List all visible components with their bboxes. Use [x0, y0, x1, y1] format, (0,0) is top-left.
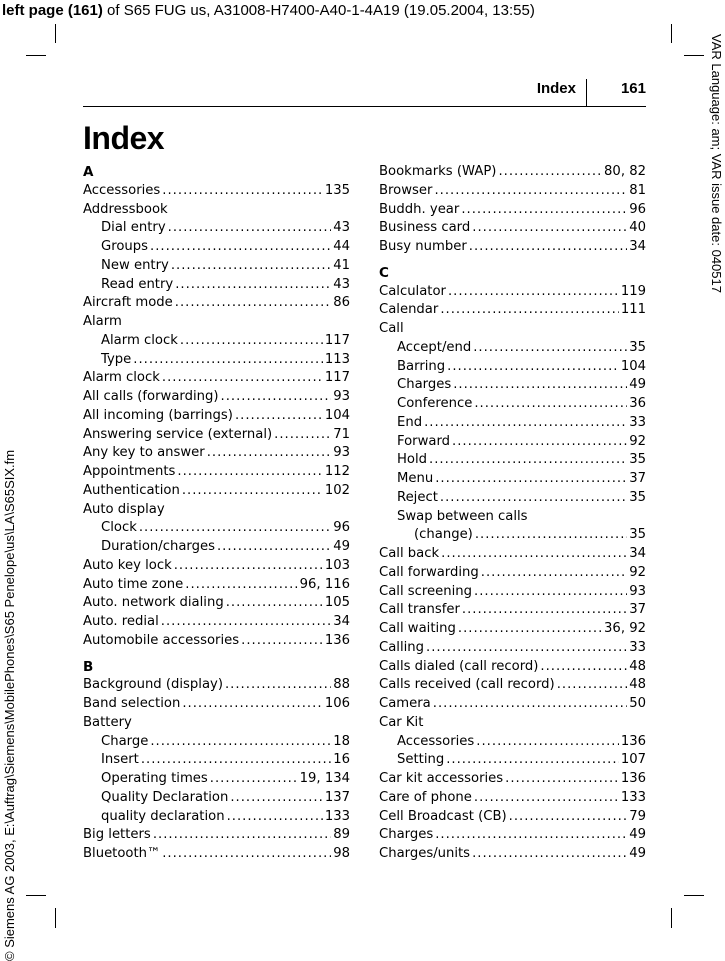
dot-leader	[182, 482, 323, 501]
index-entry	[83, 594, 350, 613]
dot-leader	[440, 301, 619, 320]
index-entry-label: Call waiting	[379, 621, 456, 636]
crop-mark	[55, 24, 56, 43]
dot-leader	[434, 182, 627, 201]
index-entry	[379, 395, 646, 414]
index-entry	[379, 676, 646, 695]
crop-mark	[26, 895, 46, 896]
index-entry-label: Addressbook	[83, 201, 168, 217]
index-letter-heading: A	[83, 164, 94, 180]
dot-leader	[452, 433, 627, 452]
index-entry	[83, 482, 350, 501]
index-entry-label: Menu	[397, 471, 434, 486]
index-entry	[83, 519, 350, 538]
index-entry-page: 35	[629, 527, 646, 543]
index-entry	[379, 695, 646, 714]
index-letter-heading: C	[379, 264, 389, 281]
index-entry-page: 103	[324, 557, 350, 573]
index-entry	[83, 463, 350, 482]
index-entry-page: 135	[324, 182, 350, 198]
index-entry	[379, 564, 646, 583]
index-entry	[379, 583, 646, 602]
dot-leader	[461, 201, 627, 220]
index-entry	[83, 751, 350, 770]
index-entry-label: Cell Broadcast (CB)	[379, 808, 507, 824]
index-entry	[379, 163, 646, 182]
index-entry	[379, 339, 646, 358]
index-entry	[379, 751, 646, 770]
index-entry	[379, 658, 646, 677]
index-entry-page: 104	[620, 358, 646, 374]
dot-leader	[162, 845, 331, 864]
index-entry-page: 113	[324, 351, 350, 367]
index-entry-label: Battery	[83, 714, 132, 730]
index-entry	[379, 201, 646, 220]
index-entry-page: 93	[333, 389, 350, 404]
index-entry	[83, 388, 350, 407]
dot-leader	[139, 519, 331, 538]
index-entry-page: 33	[629, 639, 646, 655]
index-entry-label: (change)	[414, 527, 473, 543]
index-entry	[379, 376, 646, 395]
header-divider	[586, 79, 587, 107]
index-entry	[379, 283, 646, 302]
index-entry-label: Camera	[379, 696, 431, 711]
index-entry-label: Reject	[397, 489, 438, 505]
index-entry-label: Auto. redial	[83, 614, 159, 629]
index-entry-label: Swap between calls	[397, 508, 528, 524]
dot-leader	[241, 632, 323, 651]
index-entry	[83, 501, 350, 520]
index-entry	[379, 714, 646, 733]
section-gap	[379, 257, 646, 264]
dot-leader	[150, 238, 331, 257]
index-entry	[83, 294, 350, 313]
index-entry	[83, 632, 350, 651]
index-entry-page: 105	[324, 595, 350, 611]
dot-leader	[498, 163, 602, 182]
dot-leader	[185, 576, 297, 595]
index-entry	[379, 414, 646, 433]
index-entry-label: Calls dialed (call record)	[379, 658, 539, 674]
dot-leader	[557, 676, 628, 695]
dot-leader	[161, 613, 331, 632]
index-entry-label: Read entry	[101, 276, 174, 292]
dot-leader	[217, 538, 331, 557]
dot-leader	[175, 276, 331, 295]
index-entry	[83, 538, 350, 557]
index-entry	[83, 789, 350, 808]
index-entry	[379, 470, 646, 489]
index-entry-page: 48	[629, 677, 646, 693]
index-column-right	[379, 163, 646, 864]
index-entry-page: 93	[333, 445, 350, 461]
index-entry	[83, 276, 350, 295]
index-entry-label: Calls received (call record)	[379, 677, 555, 693]
index-entry-label: Aircraft mode	[83, 295, 173, 311]
index-entry-page: 49	[333, 539, 350, 554]
dot-leader	[435, 470, 627, 489]
index-entry-page: 137	[324, 789, 350, 805]
index-entry-label: Auto key lock	[83, 557, 172, 573]
index-entry	[83, 676, 350, 695]
index-entry-label: Charges	[379, 827, 434, 843]
index-entry	[83, 770, 350, 789]
section-gap	[83, 651, 350, 658]
dot-leader	[472, 219, 627, 238]
index-entry-page: 136	[324, 632, 350, 648]
dot-leader	[509, 808, 628, 827]
index-entry	[379, 219, 646, 238]
index-entry-page: 49	[629, 827, 646, 843]
index-entry-label: Buddh. year	[379, 201, 460, 217]
index-entry-page: 106	[324, 696, 350, 711]
index-entry-label: Calling	[379, 639, 425, 655]
copyright-path-note: © Siemens AG 2003, E:\Auftrag\Siemens\MobilePhones\S65 Penelope\us\LA\S65SIX.fm	[2, 449, 17, 961]
index-entry	[83, 695, 350, 714]
index-entry-page: 36, 92	[604, 621, 646, 636]
index-entry-page: 36	[629, 396, 646, 411]
index-entry-label: Bluetooth™	[83, 846, 161, 861]
index-entry	[83, 407, 350, 426]
dot-leader	[226, 594, 323, 613]
index-entry	[83, 351, 350, 370]
var-language-note: VAR Language: am; VAR issue date: 040517	[709, 34, 724, 293]
dot-leader	[474, 395, 627, 414]
index-entry-page: 34	[333, 614, 350, 629]
index-entry-label: Alarm	[83, 314, 122, 329]
index-entry-label: Call transfer	[379, 602, 460, 618]
index-entry-page: 133	[620, 789, 646, 805]
index-entry-label: Care of phone	[379, 789, 472, 805]
index-entry	[379, 826, 646, 845]
dot-leader	[150, 733, 331, 752]
index-entry-page: 34	[629, 239, 646, 254]
index-entry-page: 136	[620, 771, 646, 786]
index-entry-label: Authentication	[83, 482, 180, 498]
index-entry	[83, 426, 350, 445]
index-entry-label: Any key to answer	[83, 445, 205, 461]
index-entry	[379, 489, 646, 508]
index-entry	[83, 219, 350, 238]
index-entry	[379, 620, 646, 639]
print-info-line	[0, 0, 725, 21]
index-entry	[83, 369, 350, 388]
index-entry-label: Call	[379, 321, 404, 336]
dot-leader	[472, 845, 627, 864]
index-entry-page: 96	[629, 201, 646, 217]
index-entry-page: 92	[629, 564, 646, 580]
index-entry-page: 92	[629, 433, 646, 449]
index-entry-label: Clock	[101, 520, 137, 536]
index-entry	[379, 601, 646, 620]
index-entry-page: 71	[333, 426, 350, 442]
index-entry-label: Automobile accessories	[83, 632, 240, 648]
index-entry-label: Dial entry	[101, 220, 166, 236]
index-entry	[379, 639, 646, 658]
index-entry-page: 133	[324, 808, 350, 824]
index-column-left	[83, 163, 350, 864]
index-entry	[83, 201, 350, 220]
index-entry-label: Car kit accessories	[379, 771, 504, 786]
index-entry-page: 49	[629, 377, 646, 393]
crop-mark	[671, 908, 672, 928]
index-entry-label: Auto time zone	[83, 576, 184, 592]
index-entry-label: Business card	[379, 220, 471, 236]
dot-leader	[474, 789, 619, 808]
index-entry-label: Band selection	[83, 696, 181, 711]
index-entry-page: 19, 134	[299, 771, 350, 786]
index-entry-page: 96	[333, 520, 350, 536]
index-entry	[83, 182, 350, 201]
index-entry-label: Call forwarding	[379, 564, 479, 580]
index-entry-label: Background (display)	[83, 677, 223, 693]
running-header-section: Index	[536, 80, 576, 97]
crop-mark	[26, 55, 46, 56]
dot-leader	[230, 789, 322, 808]
dot-leader	[476, 733, 619, 752]
dot-leader	[505, 770, 619, 789]
index-entry	[83, 845, 350, 864]
dot-leader	[221, 388, 332, 407]
dot-leader	[274, 426, 331, 445]
index-entry	[83, 613, 350, 632]
index-entry-page: 35	[629, 339, 646, 355]
index-entry	[83, 826, 350, 845]
dot-leader	[424, 414, 627, 433]
index-entry-page: 104	[324, 407, 350, 423]
index-entry-label: All incoming (barrings)	[83, 407, 233, 423]
index-entry-page: 112	[324, 464, 350, 479]
dot-leader	[426, 639, 627, 658]
index-entry	[379, 301, 646, 320]
dot-leader	[180, 332, 323, 351]
index-entry-page: 89	[333, 827, 350, 843]
dot-leader	[433, 695, 627, 714]
index-entry	[379, 526, 646, 545]
index-entry-label: Accessories	[83, 182, 161, 198]
index-entry-label: All calls (forwarding)	[83, 389, 219, 404]
index-entry-page: 48	[629, 658, 646, 674]
index-entry	[379, 789, 646, 808]
dot-leader	[227, 808, 323, 827]
index-entry	[379, 770, 646, 789]
index-entry-page: 96, 116	[299, 576, 350, 592]
dot-leader	[473, 339, 627, 358]
running-header-page-number: 161	[620, 80, 646, 97]
index-entry-label: Browser	[379, 182, 433, 198]
index-entry-label: Setting	[397, 752, 445, 768]
dot-leader	[210, 770, 298, 789]
crop-mark	[55, 908, 56, 928]
index-entry	[83, 313, 350, 332]
index-entry-page: 102	[324, 482, 350, 498]
index-entry-page: 41	[333, 257, 350, 273]
index-entry	[83, 714, 350, 733]
index-entry	[83, 257, 350, 276]
index-entry-page: 80, 82	[604, 164, 646, 179]
index-entry-label: Answering service (external)	[83, 426, 273, 442]
dot-leader	[446, 751, 619, 770]
index-entry	[379, 320, 646, 339]
dot-leader	[435, 826, 627, 845]
index-entry-page: 117	[324, 370, 350, 386]
dot-leader	[540, 658, 627, 677]
index-entry-label: Alarm clock	[83, 370, 160, 386]
index-entry-label: Bookmarks (WAP)	[379, 164, 497, 179]
crop-mark	[671, 24, 672, 43]
dot-leader	[225, 676, 331, 695]
index-entry	[379, 358, 646, 377]
dot-leader	[440, 489, 627, 508]
dot-leader	[429, 451, 627, 470]
index-entry	[379, 545, 646, 564]
index-entry-label: Big letters	[83, 827, 151, 843]
index-entry-page: 136	[620, 733, 646, 749]
dot-leader	[475, 526, 627, 545]
dot-leader	[448, 283, 619, 302]
index-entry	[379, 808, 646, 827]
index-entry-page: 43	[333, 276, 350, 292]
index-entry-label: Busy number	[379, 239, 467, 254]
index-entry-label: Charges/units	[379, 846, 471, 861]
dot-leader	[207, 444, 332, 463]
crop-mark	[684, 895, 704, 896]
index-entry	[83, 238, 350, 257]
dot-leader	[177, 463, 322, 482]
index-entry-label: Car Kit	[379, 714, 424, 730]
dot-leader	[141, 751, 331, 770]
index-entry	[379, 845, 646, 864]
index-entry	[379, 433, 646, 452]
index-entry	[83, 808, 350, 827]
index-entry-label: Accept/end	[397, 339, 472, 355]
index-entry	[379, 238, 646, 257]
page-title: Index	[83, 120, 165, 156]
print-info-details: of S65 FUG us, A31008-H7400-A40-1-4A19 (19.05.2004, 13:55)	[102, 2, 535, 19]
index-entry-label: Insert	[101, 752, 139, 768]
index-entry-label: Operating times	[101, 771, 208, 786]
index-entry-page: 93	[629, 583, 646, 599]
dot-leader	[162, 182, 323, 201]
index-entry-label: New entry	[101, 257, 169, 273]
index-entry-page: 111	[620, 302, 646, 318]
dot-leader	[458, 620, 602, 639]
index-entry-page: 50	[629, 696, 646, 711]
index-entry	[83, 332, 350, 351]
index-entry	[379, 733, 646, 752]
index-entry-page: 16	[333, 752, 350, 768]
index-entry-label: Call screening	[379, 583, 473, 599]
index-entry	[379, 508, 646, 527]
index-entry-page: 37	[629, 602, 646, 618]
index-entry-label: Barring	[397, 358, 446, 374]
dot-leader	[235, 407, 323, 426]
index-entry-page: 40	[629, 220, 646, 236]
crop-mark	[684, 55, 704, 56]
dot-leader	[133, 351, 323, 370]
index-entry-page: 35	[629, 489, 646, 505]
dot-leader	[441, 545, 627, 564]
index-entry	[379, 451, 646, 470]
header-rule	[83, 106, 646, 107]
dot-leader	[162, 369, 323, 388]
index-entry-label: quality declaration	[101, 808, 225, 824]
index-entry-label: Calculator	[379, 283, 446, 299]
index-entry-page: 49	[629, 846, 646, 861]
index-entry-page: 119	[620, 283, 646, 299]
index-entry-page: 33	[629, 414, 646, 430]
index-entry-page: 43	[333, 220, 350, 236]
index-entry-label: End	[397, 414, 423, 430]
index-entry-page: 79	[629, 808, 646, 824]
index-entry-label: Appointments	[83, 464, 176, 479]
index-entry-label: Charges	[397, 377, 452, 393]
dot-leader	[453, 376, 627, 395]
index-entry-label: Quality Declaration	[101, 789, 229, 805]
index-entry-page: 37	[629, 471, 646, 486]
index-entry	[83, 576, 350, 595]
index-entry-page: 44	[333, 239, 350, 254]
index-letter-heading: B	[83, 658, 94, 675]
dot-leader	[174, 557, 323, 576]
index-entry	[379, 182, 646, 201]
index-entry-label: Hold	[397, 452, 428, 468]
dot-leader	[171, 257, 331, 276]
index-entry-label: Calendar	[379, 302, 439, 318]
index-entry-label: Duration/charges	[101, 539, 215, 554]
index-entry-page: 81	[629, 182, 646, 198]
index-entry-label: Conference	[397, 396, 473, 411]
dot-leader	[168, 219, 332, 238]
index-entry-page: 107	[620, 752, 646, 768]
dot-leader	[462, 601, 627, 620]
index-entry-label: Auto display	[83, 501, 165, 517]
index-entry-label: Alarm clock	[101, 332, 178, 348]
dot-leader	[153, 826, 331, 845]
index-entry-label: Groups	[101, 239, 149, 254]
index-entry-label: Accessories	[397, 733, 475, 749]
index-entry	[83, 733, 350, 752]
dot-leader	[474, 583, 627, 602]
dot-leader	[447, 358, 619, 377]
index-entry-page: 35	[629, 452, 646, 468]
index-entry-label: Auto. network dialing	[83, 595, 224, 611]
index-entry-page: 86	[333, 295, 350, 311]
index-entry-label: Call back	[379, 546, 440, 561]
index-entry-label: Charge	[101, 733, 149, 749]
index-entry	[83, 557, 350, 576]
index-entry-page: 98	[333, 846, 350, 861]
dot-leader	[481, 564, 627, 583]
index-entry-page: 34	[629, 546, 646, 561]
index-entry-page: 88	[333, 677, 350, 693]
index-entry-label: Type	[101, 351, 132, 367]
index-entry	[83, 444, 350, 463]
index-entry-page: 117	[324, 332, 350, 348]
dot-leader	[469, 238, 627, 257]
index-entry-page: 18	[333, 733, 350, 749]
print-info-page: left page (161)	[2, 2, 103, 19]
dot-leader	[175, 294, 331, 313]
dot-leader	[182, 695, 323, 714]
index-entry-label: Forward	[397, 433, 451, 449]
